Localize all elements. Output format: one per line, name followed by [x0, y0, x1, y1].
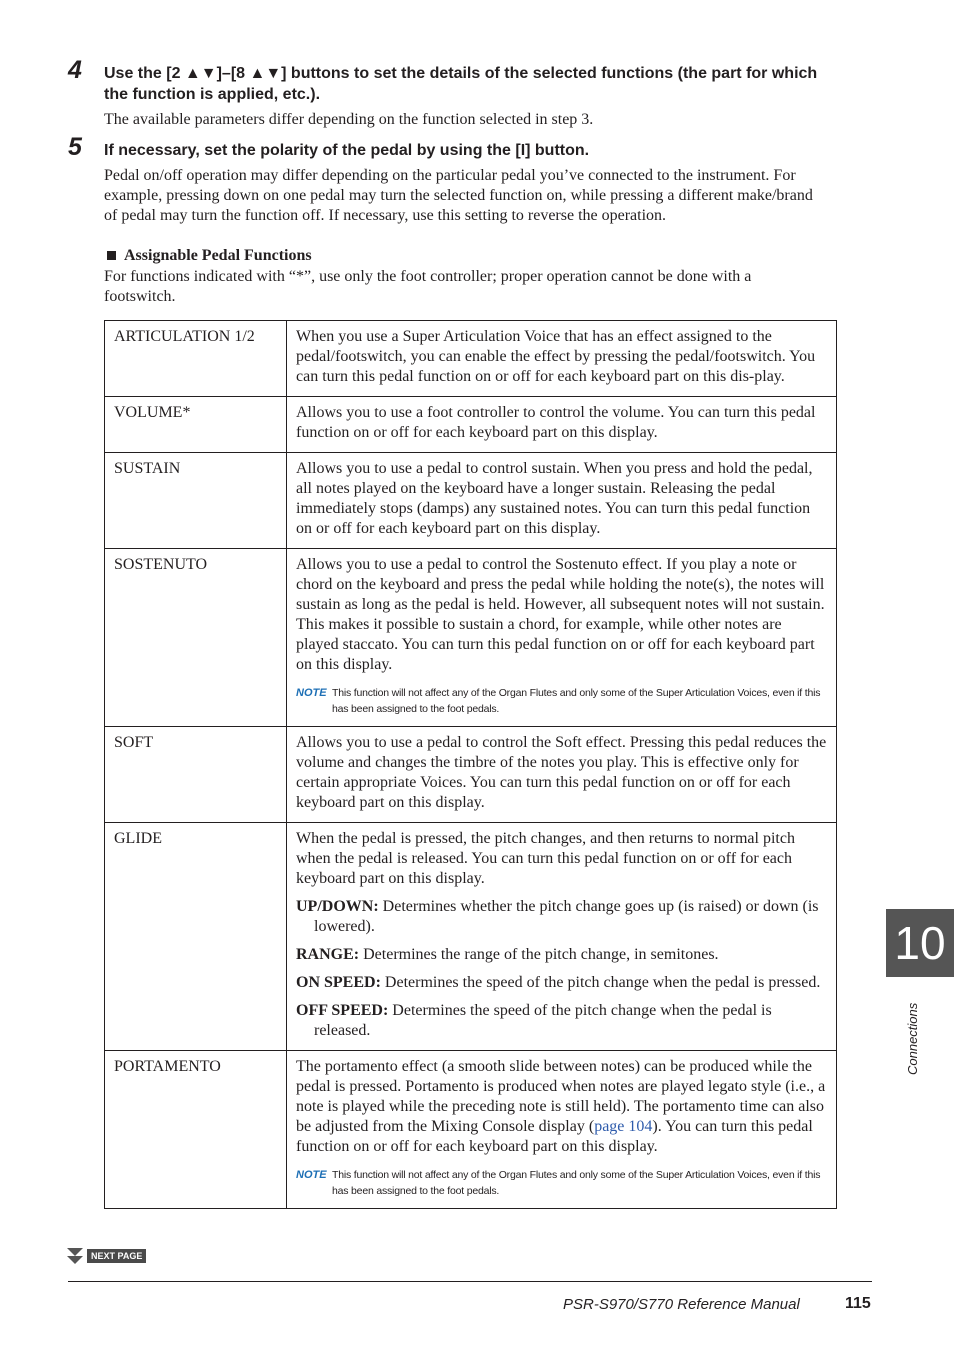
function-description — [287, 727, 837, 823]
description-text-part: ). You can turn this pedal function on or off for each keyboard part on this display. — [296, 1118, 813, 1155]
param-text: Determines whether the pitch change goes up (is raised) or down (is lowered). — [314, 898, 819, 935]
next-page-marker[interactable] — [67, 1246, 146, 1266]
table-row — [105, 823, 837, 1051]
table-row — [105, 727, 837, 823]
description-text: When you use a Super Articulation Voice that has an effect assigned to the pedal/footswitch, you can enable the effect by pressing the pedal/footswitch. You can turn this pedal function on or off for each keyboard part on this dis-play. — [296, 328, 816, 385]
next-page-label: NEXT PAGE — [87, 1249, 146, 1263]
table-row — [105, 321, 837, 397]
param-up-down — [296, 897, 827, 937]
description-text: Allows you to use a foot controller to control the volume. You can turn this pedal function on or off for each keyboard part on this display. — [296, 404, 816, 441]
chapter-name: Connections — [905, 1002, 920, 1075]
double-chevron-down-icon — [67, 1246, 83, 1266]
param-text: Determines the speed of the pitch change when the pedal is released. — [314, 1002, 772, 1039]
function-description — [287, 1051, 837, 1209]
function-name: PORTAMENTO — [105, 1051, 287, 1209]
step-5-text: Pedal on/off operation may differ depending on the particular pedal you’ve connected to the instrument. For example, pressing down on one pedal may turn the selected function on, while pressing a different make/brand of pedal may turn the function off. If necessary, use this setting to reverse the operation. — [104, 167, 813, 224]
description-text — [296, 1057, 827, 1157]
function-name: SOSTENUTO — [105, 549, 287, 727]
note-text: This function will not affect any of the Organ Flutes and only some of the Super Articulation Voices, even if this has been assigned to the foot pedals. — [332, 1169, 821, 1197]
page-104-link[interactable]: page 104 — [594, 1118, 653, 1135]
footer-divider — [68, 1281, 872, 1282]
chapter-tab: 10 — [886, 909, 954, 977]
function-description — [287, 397, 837, 453]
description-text: Allows you to use a pedal to control the Soft effect. Pressing this pedal reduces the volume and changes the timbre of the notes you play. This is effective only for certain appropriate Voices. You can turn this pedal function on or off for each keyboard part on this display. — [296, 734, 827, 811]
note-label: NOTE — [296, 1169, 327, 1181]
function-name: SUSTAIN — [105, 453, 287, 549]
table-row — [105, 397, 837, 453]
param-label: UP/DOWN: — [296, 898, 379, 915]
table-row — [105, 1051, 837, 1209]
function-name: GLIDE — [105, 823, 287, 1051]
step-number-4: 4 — [68, 56, 82, 84]
param-label: OFF SPEED: — [296, 1002, 389, 1019]
description-text: Allows you to use a pedal to control sustain. When you press and hold the pedal, all notes played on the keyboard have a longer sustain. Releasing the pedal immediately stops (damps) any sustained notes. You can turn this pedal function on or off for each keyboard part on this display. — [296, 460, 813, 537]
step-4-heading: Use the [2 ▲▼]–[8 ▲▼] buttons to set the details of the selected functions (the part for which the function is applied, etc.). — [104, 65, 818, 103]
param-text: Determines the range of the pitch change, in semitones. — [359, 946, 719, 963]
param-on-speed — [296, 973, 827, 993]
description-text: Allows you to use a pedal to control the Sostenuto effect. If you play a note or chord on the keyboard and press the pedal while holding the note(s), the notes will sustain as long as the pedal is held. However, all subsequent notes will not sustain. This makes it possible to sustain a chord, for example, while other notes are played staccato. You can turn this pedal function on or off for each keyboard part on this display. — [296, 556, 825, 673]
note-box — [296, 1167, 827, 1199]
param-range — [296, 945, 827, 965]
section-title: Assignable Pedal Functions — [124, 247, 312, 264]
square-bullet-icon — [107, 251, 116, 260]
note-label: NOTE — [296, 687, 327, 699]
function-description — [287, 823, 837, 1051]
function-description — [287, 549, 837, 727]
pedal-functions-table — [104, 320, 837, 1209]
step-number-5: 5 — [68, 133, 82, 161]
manual-title: PSR-S970/S770 Reference Manual — [563, 1296, 800, 1313]
function-description — [287, 453, 837, 549]
description-text-part: The portamento effect (a smooth slide between notes) can be produced while the pedal is pressed. Portamento is produced when notes are played legato style (i.e., a note is played while the preceding note is still held). The portamento time can also be adjusted from the Mixing Console display ( — [296, 1058, 826, 1135]
param-label: ON SPEED: — [296, 974, 381, 991]
note-text: This function will not affect any of the Organ Flutes and only some of the Super Articulation Voices, even if this has been assigned to the foot pedals. — [332, 687, 821, 715]
section-intro: For functions indicated with “*”, use only the foot controller; proper operation cannot be done with a footswitch. — [104, 268, 752, 305]
function-name: VOLUME* — [105, 397, 287, 453]
step-4-text: The available parameters differ depending on the function selected in step 3. — [104, 111, 594, 128]
function-name: ARTICULATION 1/2 — [105, 321, 287, 397]
table-row — [105, 453, 837, 549]
param-text: Determines the speed of the pitch change when the pedal is pressed. — [380, 974, 821, 991]
table-row — [105, 549, 837, 727]
function-name: SOFT — [105, 727, 287, 823]
param-off-speed — [296, 1001, 827, 1041]
param-label: RANGE: — [296, 946, 360, 963]
function-description — [287, 321, 837, 397]
page-number: 115 — [845, 1295, 871, 1312]
section-heading — [104, 246, 312, 266]
note-box — [296, 685, 827, 717]
step-5-heading: If necessary, set the polarity of the pedal by using the [I] button. — [104, 142, 590, 159]
description-text: When the pedal is pressed, the pitch changes, and then returns to normal pitch when the pedal is released. You can turn this pedal function on or off for each keyboard part on this display. — [296, 830, 795, 887]
